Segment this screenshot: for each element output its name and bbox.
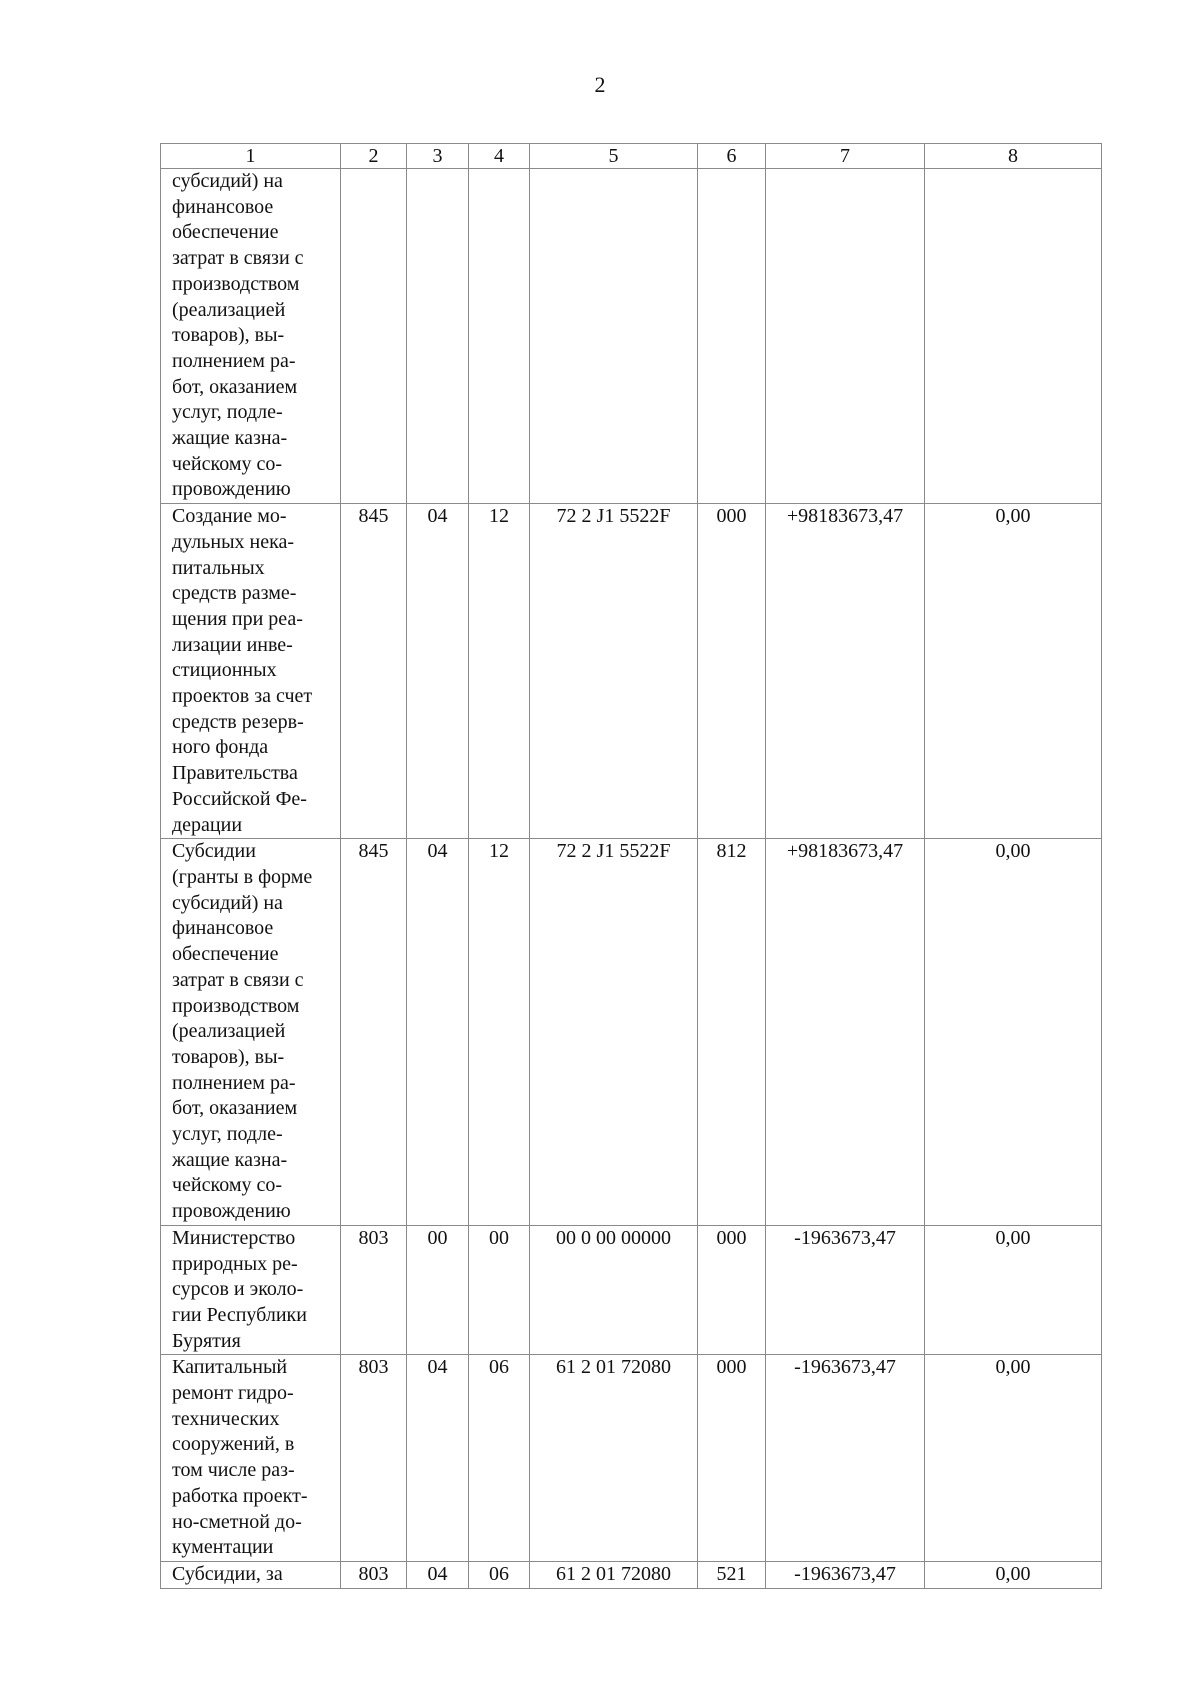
row-name-line: лизации инве-	[172, 633, 293, 656]
table-body	[161, 169, 1102, 1589]
row-cell-col4: 06	[469, 1355, 530, 1562]
row-name-line: обеспечение	[172, 221, 279, 244]
row-cell-col8	[925, 169, 1102, 504]
row-name-line: провождению	[172, 478, 291, 501]
row-cell-col3: 04	[407, 1561, 469, 1588]
row-name-line: услуг, подле-	[172, 401, 283, 424]
row-cell-col5	[530, 169, 698, 504]
row-cell-col5: 00 0 00 00000	[530, 1225, 698, 1355]
row-cell-col3	[407, 169, 469, 504]
row-name-line: дульных нека-	[172, 530, 295, 553]
row-name-line: товаров), вы-	[172, 324, 285, 347]
row-name-line: обеспечение	[172, 943, 279, 966]
row-name-line: производством	[172, 272, 300, 295]
row-cell-col3: 04	[407, 1355, 469, 1562]
row-cell-col4: 12	[469, 839, 530, 1226]
row-name-line: средств резерв-	[172, 710, 304, 733]
row-name-cell	[161, 1355, 341, 1562]
row-cell-col6	[698, 169, 766, 504]
row-cell-col3: 04	[407, 504, 469, 839]
row-name-line: субсидий) на	[172, 170, 283, 192]
row-name-line: Создание мо-	[172, 505, 287, 528]
row-name-line: Правительства	[172, 762, 298, 785]
row-name-line: затрат в связи с	[172, 968, 304, 991]
row-cell-col4: 00	[469, 1225, 530, 1355]
row-name-line: (реализацией	[172, 298, 286, 321]
row-name-line: услуг, подле-	[172, 1123, 283, 1146]
header-cell-3: 3	[407, 144, 469, 169]
row-name-line: щения при реа-	[172, 607, 303, 630]
table-row	[161, 1225, 1102, 1355]
row-name-line: питальных	[172, 556, 265, 579]
row-cell-col4: 12	[469, 504, 530, 839]
row-cell-col3: 04	[407, 839, 469, 1226]
row-name-line: чейскому со-	[172, 452, 283, 475]
row-cell-col7: +98183673,47	[766, 839, 925, 1226]
table-row	[161, 1561, 1102, 1588]
row-name-line: производством	[172, 994, 300, 1017]
row-cell-col6: 000	[698, 504, 766, 839]
table-row	[161, 504, 1102, 839]
row-cell-col3: 00	[407, 1225, 469, 1355]
row-cell-col8: 0,00	[925, 1355, 1102, 1562]
row-cell-col4	[469, 169, 530, 504]
row-name-line: финансовое	[172, 195, 274, 218]
header-cell-5: 5	[530, 144, 698, 169]
table-row	[161, 1355, 1102, 1562]
row-cell-col7: -1963673,47	[766, 1561, 925, 1588]
row-cell-col7: +98183673,47	[766, 504, 925, 839]
row-name-line: чейскому со-	[172, 1174, 283, 1197]
row-cell-col2: 803	[341, 1561, 407, 1588]
row-cell-col2: 803	[341, 1225, 407, 1355]
row-cell-col7	[766, 169, 925, 504]
row-name-cell	[161, 1225, 341, 1355]
row-cell-col5: 61 2 01 72080	[530, 1355, 698, 1562]
row-name-line: ремонт гидро-	[172, 1382, 294, 1405]
header-row	[161, 144, 1102, 169]
row-cell-col7: -1963673,47	[766, 1225, 925, 1355]
row-name-line: (реализацией	[172, 1020, 286, 1043]
row-name-line: бот, оказанием	[172, 1097, 298, 1120]
row-cell-col6: 812	[698, 839, 766, 1226]
row-name-cell	[161, 1561, 341, 1588]
row-name-line: полнением ра-	[172, 1071, 296, 1094]
row-name-line: работка проект-	[172, 1484, 308, 1507]
row-name-line: средств разме-	[172, 582, 297, 605]
row-name-line: (гранты в форме	[172, 865, 313, 888]
row-cell-col6: 000	[698, 1225, 766, 1355]
row-name-line: провождению	[172, 1200, 291, 1223]
row-name-line: сооружений, в	[172, 1433, 295, 1456]
row-name-line: финансовое	[172, 917, 274, 940]
page-number: 2	[594, 72, 606, 97]
row-cell-col2: 845	[341, 504, 407, 839]
row-name-line: гии Республики	[172, 1303, 307, 1326]
budget-table	[160, 143, 1102, 1589]
row-name-line: кументации	[172, 1536, 274, 1559]
row-name-line: том числе раз-	[172, 1459, 295, 1482]
row-cell-col2: 845	[341, 839, 407, 1226]
row-name-line: жащие казна-	[172, 427, 288, 450]
row-name-line: Субсидии	[172, 840, 256, 863]
row-cell-col8: 0,00	[925, 504, 1102, 839]
table-row	[161, 169, 1102, 504]
row-name-cell	[161, 504, 341, 839]
row-name-line: природных ре-	[172, 1252, 298, 1275]
row-name-line: жащие казна-	[172, 1148, 288, 1171]
row-name-cell	[161, 839, 341, 1226]
header-cell-8: 8	[925, 144, 1102, 169]
row-cell-col6: 521	[698, 1561, 766, 1588]
row-name-line: Бурятия	[172, 1329, 241, 1352]
row-name-line: товаров), вы-	[172, 1045, 285, 1068]
header-cell-6: 6	[698, 144, 766, 169]
row-cell-col5: 72 2 J1 5522F	[530, 504, 698, 839]
row-name-line: субсидий) на	[172, 891, 283, 914]
row-cell-col5: 61 2 01 72080	[530, 1561, 698, 1588]
row-name-line: технических	[172, 1407, 280, 1430]
row-cell-col2: 803	[341, 1355, 407, 1562]
row-name-line: но-сметной до-	[172, 1510, 302, 1533]
header-cell-1: 1	[161, 144, 341, 169]
row-cell-col2	[341, 169, 407, 504]
row-name-line: Субсидии, за	[172, 1562, 283, 1585]
row-cell-col5: 72 2 J1 5522F	[530, 839, 698, 1226]
row-name-cell	[161, 169, 341, 504]
header-cell-2: 2	[341, 144, 407, 169]
row-name-line: полнением ра-	[172, 349, 296, 372]
header-cell-7: 7	[766, 144, 925, 169]
row-name-line: ного фонда	[172, 736, 269, 759]
table-header	[161, 144, 1102, 169]
row-name-line: затрат в связи с	[172, 247, 304, 270]
row-cell-col8: 0,00	[925, 1225, 1102, 1355]
row-cell-col4: 06	[469, 1561, 530, 1588]
header-cell-4: 4	[469, 144, 530, 169]
row-name-line: Капитальный	[172, 1356, 288, 1379]
row-cell-col7: -1963673,47	[766, 1355, 925, 1562]
row-name-line: стиционных	[172, 659, 277, 682]
row-name-line: дерации	[172, 813, 243, 836]
row-name-line: сурсов и эколо-	[172, 1278, 304, 1301]
row-name-line: проектов за счет	[172, 685, 313, 708]
row-name-line: Российской Фе-	[172, 787, 307, 810]
row-cell-col8: 0,00	[925, 839, 1102, 1226]
row-name-line: Министерство	[172, 1226, 296, 1249]
row-cell-col6: 000	[698, 1355, 766, 1562]
row-name-line: бот, оказанием	[172, 375, 298, 398]
table-row	[161, 839, 1102, 1226]
row-cell-col8: 0,00	[925, 1561, 1102, 1588]
